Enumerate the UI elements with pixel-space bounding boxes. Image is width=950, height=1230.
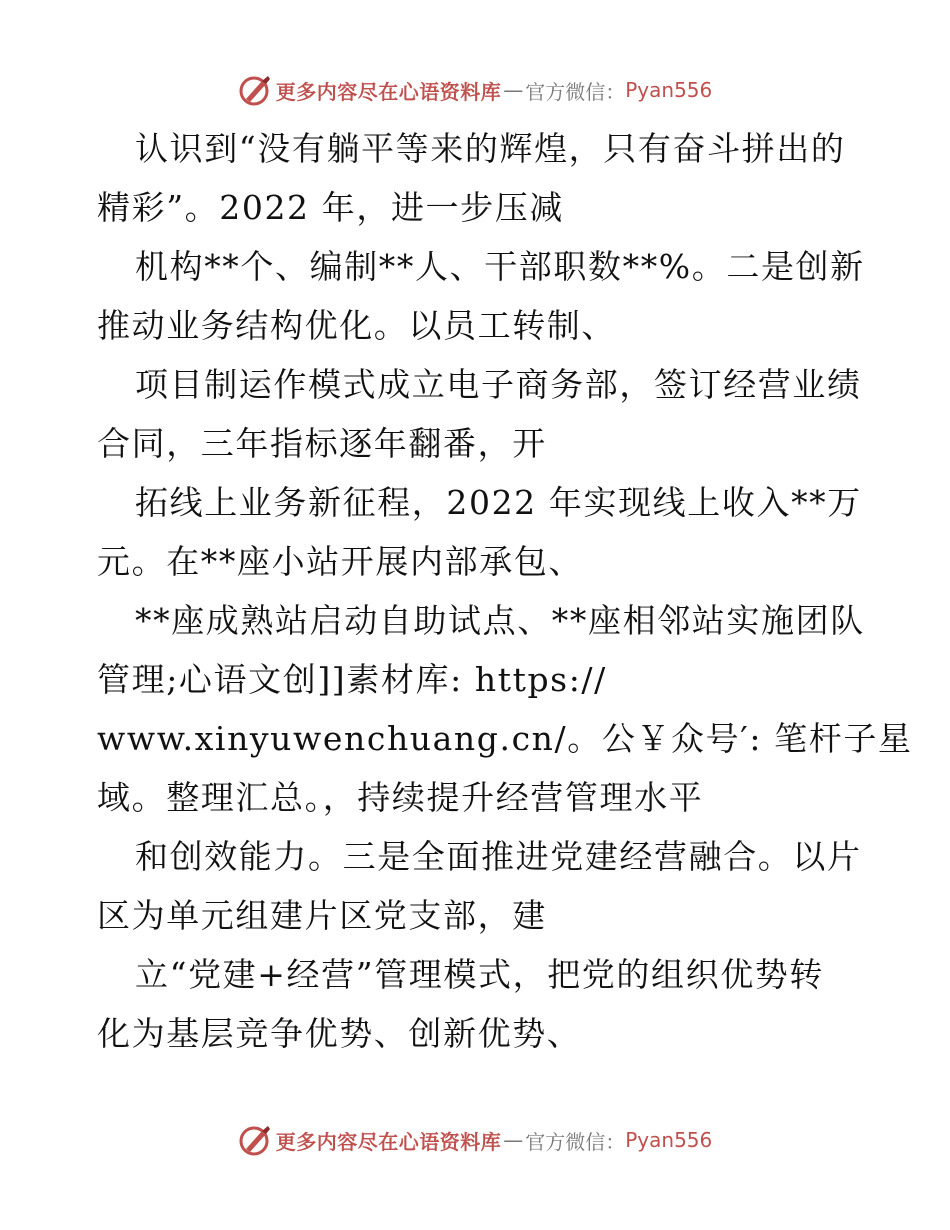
watermark-contact-id: Pyan556	[625, 1128, 713, 1152]
document-body	[97, 119, 913, 1063]
text-line: 元。在**座小站开展内部承包、	[97, 542, 583, 581]
watermark-separator: —	[503, 1128, 524, 1152]
text-line: 项目制运作模式成立电子商务部，签订经营业绩	[135, 365, 862, 404]
text-line: 域。整理汇总。，持续提升经营管理水平	[97, 778, 704, 817]
text-line: 认识到“没有躺平等来的辉煌，只有奋斗拼出的	[135, 129, 846, 168]
text-line: 推动业务结构优化。以员工转制、	[97, 306, 616, 345]
watermark-brand-text: 更多内容尽在心语资料库	[275, 1129, 502, 1154]
watermark-contact-id: Pyan556	[625, 78, 713, 102]
paragraph	[97, 237, 865, 355]
paragraph	[97, 591, 913, 827]
watermark-brand-text: 更多内容尽在心语资料库	[275, 79, 502, 104]
text-line: **座成熟站启动自助试点、**座相邻站实施团队	[135, 601, 865, 640]
page-header-watermark	[0, 70, 950, 110]
text-line: 化为基层竞争优势、创新优势、	[97, 1014, 582, 1053]
pen-in-circle-icon	[238, 73, 272, 107]
text-line: 机构**个、编制**人、干部职数**%。二是创新	[135, 247, 865, 286]
text-line: www.xinyuwenchuang.cn/。公￥众号′: 笔杆子星	[97, 719, 913, 758]
watermark-contact-label: 官方微信：	[525, 79, 626, 104]
text-line: 和创效能力。三是全面推进党建经营融合。以片	[135, 837, 862, 876]
text-line: 合同，三年指标逐年翻番，开	[97, 424, 547, 463]
paragraph	[97, 945, 857, 1063]
text-line: 立“党建+经营”管理模式，把党的组织优势转	[135, 955, 824, 994]
watermark-separator: —	[503, 78, 524, 102]
paragraph	[97, 827, 862, 945]
page-footer-watermark	[0, 1120, 950, 1160]
pen-in-circle-icon	[238, 1123, 272, 1157]
watermark-contact-label: 官方微信：	[525, 1129, 626, 1154]
text-line: 区为单元组建片区党支部，建	[97, 896, 547, 935]
paragraph	[97, 119, 857, 237]
paragraph	[97, 473, 862, 591]
text-line: 拓线上业务新征程，2022 年实现线上收入**万	[135, 483, 862, 522]
text-line: 精彩”。2022 年，进一步压减	[97, 188, 564, 227]
paragraph	[97, 355, 862, 473]
text-line: 管理;心语文创]]素材库: https://	[97, 660, 607, 699]
